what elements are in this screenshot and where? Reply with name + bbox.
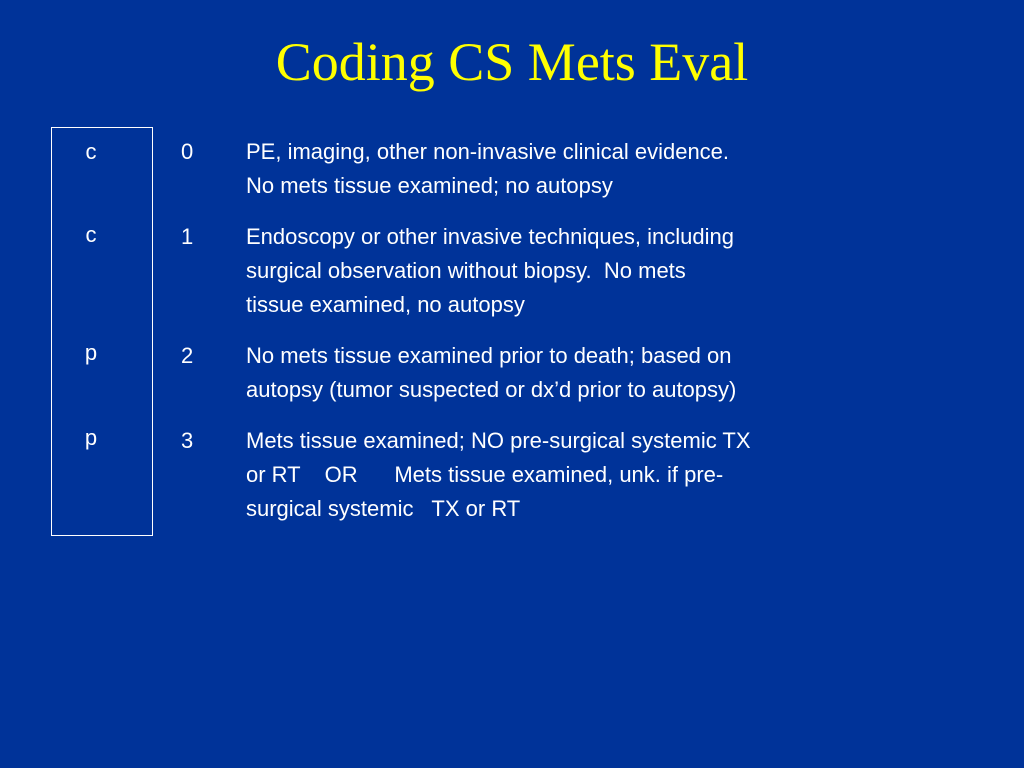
description-line: tissue examined, no autopsy xyxy=(246,292,525,317)
description-line: surgical systemic TX or RT xyxy=(246,496,521,521)
description-line: No mets tissue examined prior to death; based on xyxy=(246,343,732,368)
description-line: PE, imaging, other non-invasive clinical evidence. xyxy=(246,139,730,164)
staging-letter-box xyxy=(51,127,153,536)
code-value: 3 xyxy=(181,428,194,453)
staging-letter-p-1: p xyxy=(84,340,98,365)
code-description xyxy=(246,339,966,407)
staging-letter-p-2: p xyxy=(84,425,98,450)
description-line: autopsy (tumor suspected or dx’d prior to autopsy) xyxy=(246,377,737,402)
staging-letter-c-2: c xyxy=(85,222,97,247)
description-line: surgical observation without biopsy. No mets xyxy=(246,258,686,283)
staging-letter-c-1: c xyxy=(85,139,97,164)
description-line: Endoscopy or other invasive techniques, including xyxy=(246,224,734,249)
code-description xyxy=(246,424,966,526)
description-line: No mets tissue examined; no autopsy xyxy=(246,173,613,198)
code-value: 0 xyxy=(181,139,194,164)
code-description xyxy=(246,135,966,203)
code-value: 2 xyxy=(181,343,194,368)
code-value: 1 xyxy=(181,224,194,249)
description-line: or RT OR Mets tissue examined, unk. if pre- xyxy=(246,462,724,487)
slide-title: Coding CS Mets Eval xyxy=(275,32,749,92)
description-line: Mets tissue examined; NO pre-surgical systemic TX xyxy=(246,428,751,453)
code-description xyxy=(246,220,966,322)
